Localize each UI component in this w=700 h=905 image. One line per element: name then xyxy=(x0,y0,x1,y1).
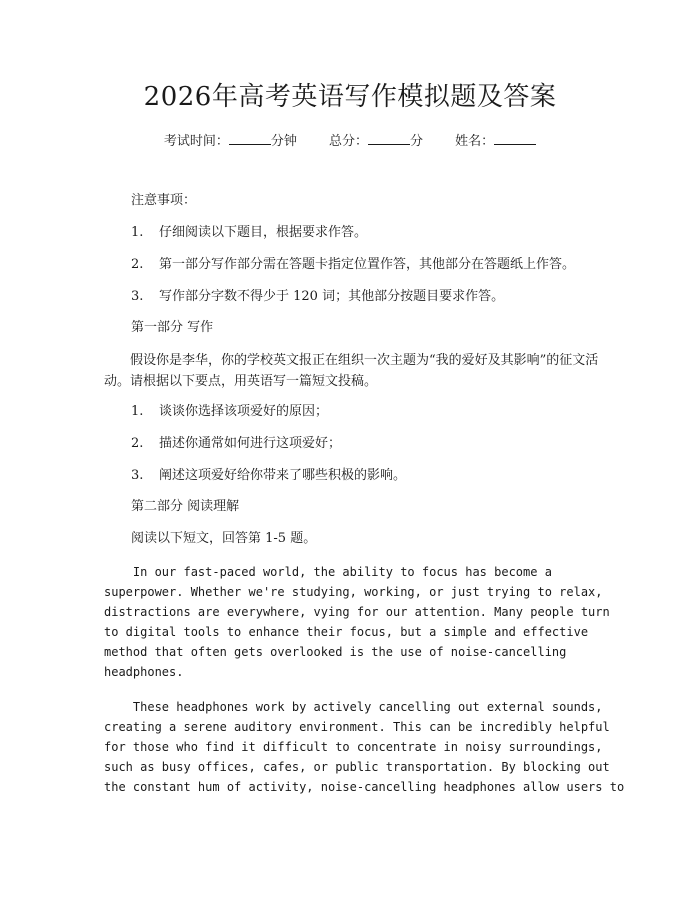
list-item-text: 谈谈你选择该项爱好的原因； xyxy=(159,404,329,419)
list-item-number: 2. xyxy=(131,436,144,451)
list-item-text: 写作部分字数不得少于 120 词；其他部分按题目要求作答。 xyxy=(159,289,505,304)
document-title: 2026年高考英语写作模拟题及答案 xyxy=(143,82,557,112)
exam-time-label: 考试时间： xyxy=(163,134,229,149)
writing-prompt: 假设你是李华，你的学校英文报正在组织一次主题为“我的爱好及其影响”的征文活动。请根据以下要点，用英语写一篇短文投稿。 xyxy=(104,353,599,389)
reading-passage-paragraph-2: These headphones work by actively cancelling out external sounds, creating a serene auditory environment. This can be incredibly helpful for those who find it difficult to concentrate in noisy surroundings, such as busy offices, cafes, or public transportation. By blocking out the constant hum of activity, noise-cancelling headphones allow users to xyxy=(104,700,625,794)
list-item xyxy=(131,402,328,422)
list-item xyxy=(131,223,367,243)
total-score-unit: 分 xyxy=(410,134,424,149)
list-item xyxy=(131,287,504,307)
list-item-number: 3. xyxy=(131,468,144,483)
exam-time-blank xyxy=(229,131,271,145)
list-item-text: 仔细阅读以下题目，根据要求作答。 xyxy=(159,225,368,240)
reading-instruction: 阅读以下短文，回答第 1-5 题。 xyxy=(131,531,317,546)
list-item xyxy=(131,466,406,486)
section-heading-writing: 第一部分 写作 xyxy=(131,320,214,335)
list-item xyxy=(131,434,341,454)
list-item-text: 描述你通常如何进行这项爱好； xyxy=(159,436,342,451)
list-item-number: 1. xyxy=(131,225,144,240)
total-score-label: 总分： xyxy=(328,134,368,149)
student-name-field xyxy=(455,131,536,152)
exam-time-field xyxy=(164,131,297,152)
notes-heading: 注意事项： xyxy=(131,193,197,208)
list-item-number: 3. xyxy=(131,289,144,304)
exam-info-row xyxy=(0,131,700,152)
student-name-blank xyxy=(494,131,536,145)
list-item-number: 2. xyxy=(131,257,144,272)
list-item-number: 1. xyxy=(131,404,144,419)
exam-time-unit: 分钟 xyxy=(270,134,297,149)
list-item xyxy=(131,255,575,275)
list-item-text: 阐述这项爱好给你带来了哪些积极的影响。 xyxy=(159,468,407,483)
section-heading-reading: 第二部分 阅读理解 xyxy=(131,499,240,514)
total-score-field xyxy=(329,131,423,152)
reading-passage-paragraph-1: In our fast-paced world, the ability to focus has become a superpower. Whether we're studying, working, or just trying to relax, distractions are everywhere, vying for our attention. Many people turn to digital tools to enhance their focus, but a simple and effective method that often gets overlooked is the use of noise-cancelling headphones. xyxy=(104,565,610,679)
list-item-text: 第一部分写作部分需在答题卡指定位置作答，其他部分在答题纸上作答。 xyxy=(159,257,576,272)
total-score-blank xyxy=(368,131,410,145)
student-name-label: 姓名： xyxy=(455,134,495,149)
